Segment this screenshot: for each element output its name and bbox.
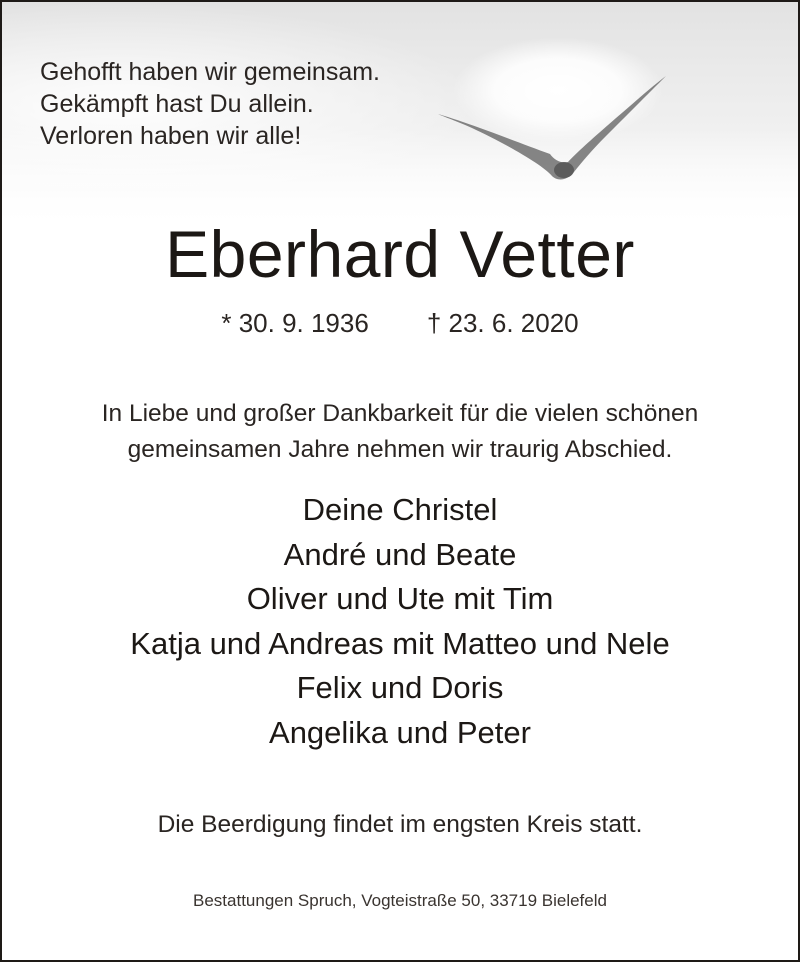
mourner-entry: Oliver und Ute mit Tim bbox=[246, 581, 554, 617]
mourner-entry: Deine Christel bbox=[302, 492, 498, 527]
deceased-name: Eberhard Vetter bbox=[165, 217, 635, 291]
death-date: † 23. 6. 2020 bbox=[426, 308, 579, 338]
mourners-list bbox=[2, 488, 798, 756]
mourner-entry: André und Beate bbox=[283, 536, 517, 572]
farewell-line: gemeinsamen Jahre nehmen wir traurig Abschied. bbox=[127, 436, 673, 463]
poem-quote bbox=[40, 56, 380, 152]
farewell-text bbox=[2, 396, 798, 468]
poem-line: Gehofft haben wir gemeinsam. bbox=[40, 58, 381, 86]
life-dates bbox=[2, 306, 798, 340]
poem-line: Verloren haben wir alle! bbox=[40, 122, 302, 150]
mourner-entry: Felix und Doris bbox=[296, 670, 504, 706]
farewell-line: In Liebe und großer Dankbarkeit für die vielen schönen bbox=[101, 400, 699, 427]
mourner-entry: Katja und Andreas mit Matteo und Nele bbox=[130, 625, 670, 661]
funeral-note: Die Beerdigung findet im engsten Kreis statt. bbox=[157, 811, 643, 838]
birth-date: * 30. 9. 1936 bbox=[221, 308, 369, 338]
undertaker-address: Bestattungen Spruch, Vogteistraße 50, 33719 Bielefeld bbox=[193, 891, 607, 910]
mourner-entry: Angelika und Peter bbox=[269, 714, 531, 750]
poem-line: Gekämpft hast Du allein. bbox=[40, 90, 314, 118]
